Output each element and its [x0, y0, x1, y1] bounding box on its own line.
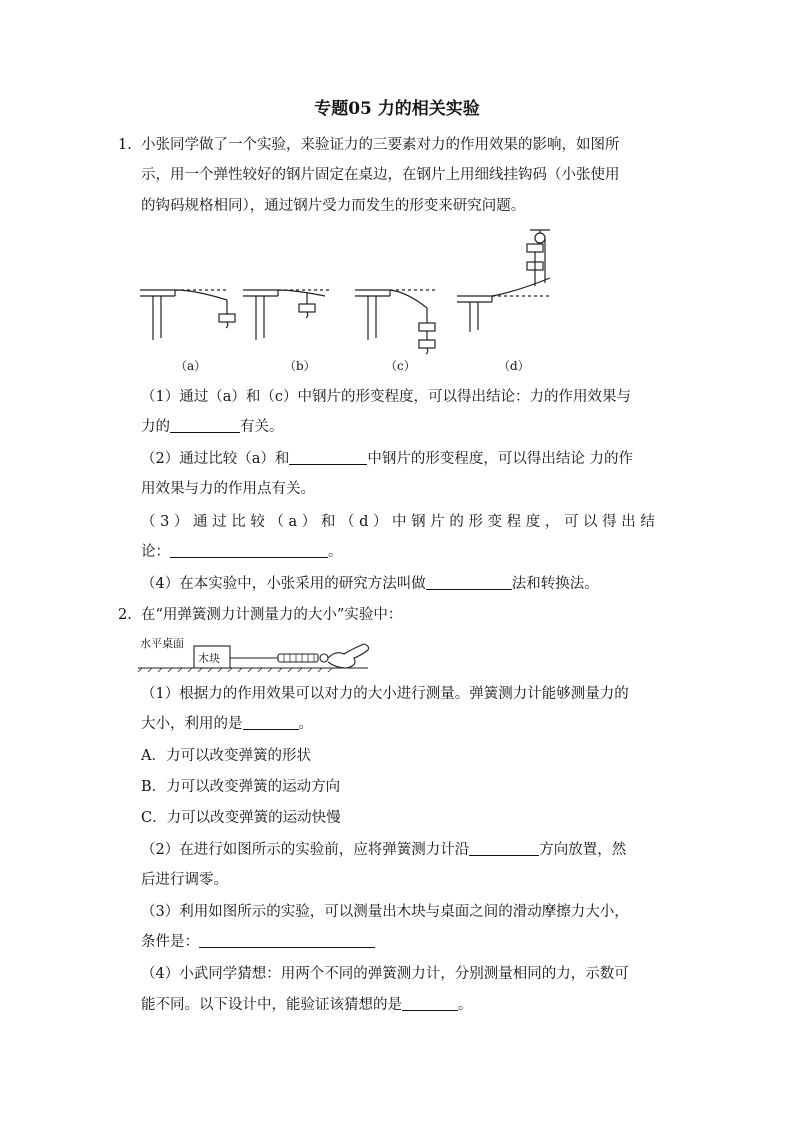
q2-part2-line2: 后进行调零。 [141, 872, 228, 888]
text: 能不同。以下设计中，能验证该猜想的是 [141, 997, 402, 1013]
q1-stem-line: 小张同学做了一个实验，来验证力的三要素对力的作用效果的影响，如图所 [141, 137, 620, 153]
q1-part3-line: （3）通过比较（a）和（d）中钢片的形变程度，可以得出结 [141, 514, 660, 530]
figure-d [457, 230, 550, 332]
figure-label-a: （a） [175, 359, 207, 373]
figure-a [140, 290, 235, 340]
q1-part3-line2 [141, 542, 343, 562]
q2-part3-line2 [141, 932, 375, 952]
block-label: 木块 [198, 652, 220, 665]
answer-blank[interactable] [170, 418, 240, 433]
table-label: 水平桌面 [140, 637, 184, 650]
answer-blank[interactable] [402, 996, 458, 1011]
q2-number: 2. [118, 607, 132, 623]
q1-part1-line2 [141, 417, 284, 437]
text: （2）在进行如图所示的实验前，应将弹簧测力计沿 [141, 842, 470, 858]
text: 力的 [141, 419, 170, 435]
answer-blank[interactable] [243, 715, 299, 730]
text: 方向放置，然 [539, 842, 627, 858]
text: （2）通过比较（a）和 [141, 451, 290, 467]
q1-part2-line [141, 449, 633, 469]
text: 。 [298, 716, 313, 732]
q1-part1-line: （1）通过（a）和（c）中钢片的形变程度，可以得出结论：力的作用效果与 [141, 389, 631, 405]
text: 。 [328, 544, 343, 560]
text: 中钢片的形变程度，可以得出结论 力的作 [367, 451, 633, 467]
q1-part2-line2: 用效果与力的作用点有关。 [141, 481, 315, 497]
text: 有关。 [240, 419, 284, 435]
q2-stem: 在“用弹簧测力计测量力的大小”实验中： [141, 607, 403, 623]
text: 论： [141, 544, 170, 560]
figure-b [243, 290, 330, 340]
text: 大小，利用的是 [141, 716, 243, 732]
text: 法和转换法。 [511, 576, 599, 592]
option-a[interactable]: A．力可以改变弹簧的形状 [141, 748, 311, 764]
q1-stem-line: 示，用一个弹性较好的钢片固定在桌边，在钢片上用细线挂钩码（小张使用 [141, 167, 620, 183]
figure-label-b: （b） [284, 359, 316, 373]
answer-blank[interactable] [469, 841, 539, 856]
figure-label-d: （d） [498, 359, 530, 373]
q2-part2-line [141, 840, 626, 860]
figure-label-c: （c） [385, 359, 416, 373]
spring-scale-figure [138, 636, 388, 676]
answer-blank[interactable] [170, 543, 328, 558]
figure-c [355, 290, 435, 354]
answer-blank[interactable] [289, 450, 367, 465]
text: （4）在本实验中，小张采用的研究方法叫做 [141, 576, 426, 592]
q2-part4-line2 [141, 995, 473, 1015]
q1-stem-line: 的钩码规格相同），通过钢片受力而发生的形变来研究问题。 [141, 198, 526, 214]
page-title: 专题05 力的相关实验 [314, 99, 480, 119]
q2-part3-line: （3）利用如图所示的实验，可以测量出木块与桌面之间的滑动摩擦力大小， [141, 904, 629, 920]
option-c[interactable]: C．力可以改变弹簧的运动快慢 [141, 810, 341, 826]
q2-part4-line: （4）小武同学猜想：用两个不同的弹簧测力计，分别测量相同的力，示数可 [141, 966, 629, 982]
answer-blank[interactable] [199, 933, 375, 948]
steel-strip-figure [135, 228, 555, 363]
option-b[interactable]: B．力可以改变弹簧的运动方向 [141, 779, 341, 795]
q1-number: 1. [118, 137, 132, 153]
q2-part1-line: （1）根据力的作用效果可以对力的大小进行测量。弹簧测力计能够测量力的 [141, 686, 629, 702]
text: 。 [458, 997, 473, 1013]
answer-blank[interactable] [426, 575, 512, 590]
q2-part1-line2 [141, 714, 313, 734]
text: 条件是： [141, 934, 199, 950]
q1-part4-line [141, 574, 599, 594]
